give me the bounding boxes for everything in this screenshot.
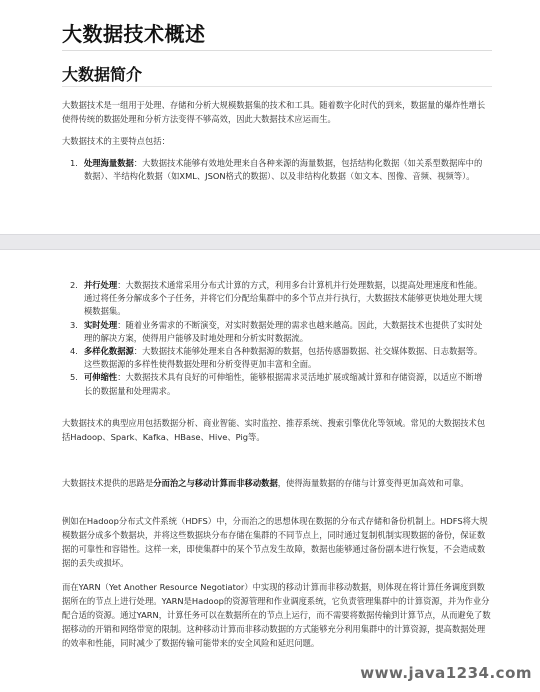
feature-item-4 bbox=[70, 345, 490, 371]
features-list-part1 bbox=[70, 157, 490, 183]
features-lead: 大数据技术的主要特点包括： bbox=[62, 136, 170, 146]
feature-term: 多样化数据源 bbox=[84, 346, 134, 357]
feature-number: 2. bbox=[70, 280, 78, 290]
document-page-1 bbox=[0, 0, 540, 234]
title-divider bbox=[62, 50, 492, 51]
yarn-paragraph: 而在YARN（Yet Another Resource Negotiator）中实现的移动计算而非移动数据，则体现在将计算任务调度到数据所在的节点上进行处理。YARN是Hadoop的资源管理和作业调度系统，它负责管理集群中的计算资源，并为作业分配合适的资源。通过YARN，计算任务可以在数据所在的节点上运行，而不需要将数据传输到计算节点，从而避免了数据移动的开销和网络带宽的限制。这种移动计算而非移动数据的方式能够充分利用集群中的计算资源，提高数据处理的效率和性能，同时减少了数据传输可能带来的安全风险和延迟问题。 bbox=[62, 582, 491, 648]
feature-term: 并行处理 bbox=[84, 280, 118, 290]
site-watermark: www.java1234.com bbox=[360, 664, 532, 682]
feature-item-2 bbox=[70, 279, 490, 319]
feature-text: ：大数据技术具有良好的可伸缩性，能够根据需求灵活地扩展或缩减计算和存储资源，以适应不断增长的数据量和处理需求。 bbox=[84, 372, 483, 396]
feature-text: ：大数据技术能够有效地处理来自各种来源的海量数据，包括结构化数据（如关系型数据库中的数据）、半结构化数据（如XML、JSON格式的数据）、以及非结构化数据（如文本、图像、音频、视频等）。 bbox=[84, 158, 483, 182]
document-page-2 bbox=[0, 250, 540, 692]
feature-term: 可伸缩性 bbox=[84, 372, 118, 383]
features-list-part2 bbox=[70, 279, 490, 398]
document-title: 大数据技术概述 bbox=[62, 22, 206, 46]
feature-item-1 bbox=[70, 157, 490, 183]
feature-number: 1. bbox=[70, 158, 78, 168]
idea-paragraph bbox=[62, 476, 492, 490]
feature-number: 5. bbox=[70, 372, 78, 383]
feature-item-3 bbox=[70, 319, 490, 345]
feature-number: 3. bbox=[70, 319, 78, 330]
section-heading: 大数据简介 bbox=[62, 65, 143, 84]
intro-paragraph: 大数据技术是一组用于处理、存储和分析大规模数据集的技术和工具。随着数字化时代的到来，数据量的爆炸性增长使得传统的数据处理和分析方法变得不够高效，因此大数据技术应运而生。 bbox=[62, 100, 486, 124]
feature-text: ：随着业务需求的不断演变，对实时数据处理的需求也越来越高。因此，大数据技术也提供了实时处理的解决方案，使得用户能够及时地处理和分析实时数据流。 bbox=[84, 319, 483, 343]
hdfs-paragraph: 例如在Hadoop分布式文件系统（HDFS）中，分而治之的思想体现在数据的分布式存储和备份机制上。HDFS将大规模数据分成多个数据块，并将这些数据块分布存储在集群的不同节点上，同时通过复制机制实现数据的备份，保证数据的可靠性和容错性。这样一来，即使集群中的某个节点发生故障，数据也能够通过备份副本进行恢复，不会造成数据的丢失或损坏。 bbox=[62, 516, 488, 568]
feature-text: ：大数据技术通常采用分布式计算的方式，利用多台计算机并行处理数据，以提高处理速度和性能。通过将任务分解成多个子任务，并将它们分配给集群中的多个节点并行执行，大数据技术能够更快地处理大规模数据集。 bbox=[84, 280, 483, 317]
idea-text-post: ，使得海量数据的存储与计算变得更加高效和可靠。 bbox=[277, 478, 469, 488]
feature-number: 4. bbox=[70, 346, 78, 357]
idea-text-pre: 大数据技术提供的思路是 bbox=[62, 478, 154, 488]
applications-paragraph: 大数据技术的典型应用包括数据分析、商业智能、实时监控、推荐系统、搜索引擎优化等领域。常见的大数据技术包括Hadoop、Spark、Kafka、HBase、Hive、Pig等。 bbox=[62, 418, 486, 442]
page-break bbox=[0, 234, 540, 250]
feature-term: 处理海量数据 bbox=[84, 158, 134, 168]
idea-emphasis: 分而治之与移动计算而非移动数据 bbox=[153, 478, 278, 488]
feature-text: ：大数据技术能够处理来自各种数据源的数据，包括传感器数据、社交媒体数据、日志数据等。这些数据源的多样性使得数据处理和分析变得更加丰富和全面。 bbox=[84, 346, 483, 370]
section-divider bbox=[62, 86, 492, 87]
feature-item-5 bbox=[70, 371, 490, 397]
feature-term: 实时处理 bbox=[84, 319, 118, 330]
